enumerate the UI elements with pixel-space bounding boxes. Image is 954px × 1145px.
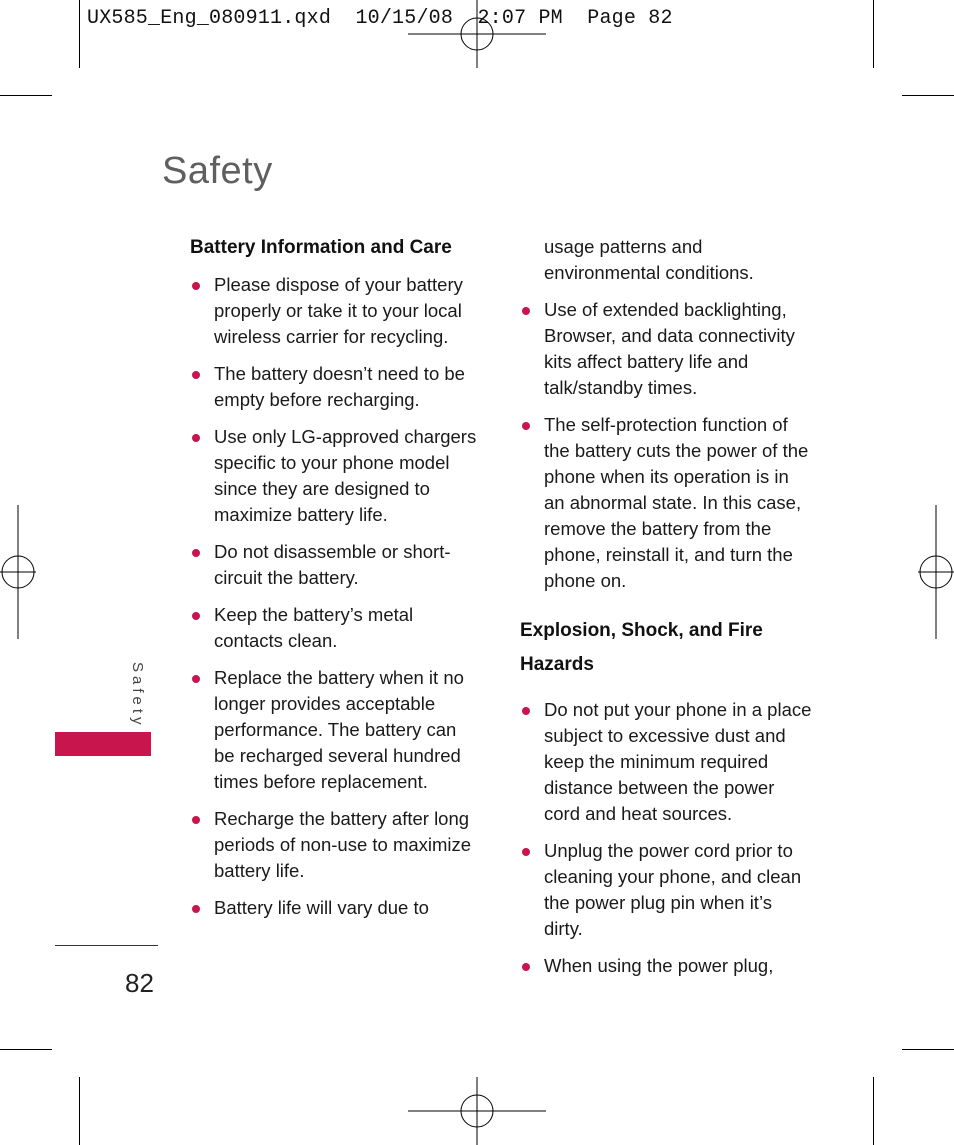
battery-care-list-continued xyxy=(520,297,812,594)
list-item-text: The self-protection function of the battery cuts the power of the phone when its operation is in an abnormal state. In this case, remove the battery from the phone, reinstall it, and turn the phone on. xyxy=(544,414,809,591)
list-item-text: Use of extended backlighting, Browser, and data connectivity kits affect battery life and talk/standby times. xyxy=(544,299,795,398)
list-item-text: The battery doesn’t need to be empty before recharging. xyxy=(214,363,465,410)
bullet-icon xyxy=(192,905,200,913)
print-slug: UX585_Eng_080911.qxd 10/15/08 2:07 PM Page 82 xyxy=(87,7,673,30)
list-item-text: Battery life will vary due to xyxy=(214,897,429,918)
list-item xyxy=(190,602,482,654)
crop-mark xyxy=(902,1049,954,1050)
list-item-text: Replace the battery when it no longer provides acceptable performance. The battery can be recharged several hundred times before replacement. xyxy=(214,667,464,792)
list-item xyxy=(190,272,482,350)
list-item xyxy=(520,953,812,979)
right-column xyxy=(520,234,812,990)
list-item-text: Unplug the power cord prior to cleaning your phone, and clean the power plug pin when it’s dirty. xyxy=(544,840,802,939)
bullet-icon xyxy=(192,282,200,290)
page-number: 82 xyxy=(125,968,154,998)
side-tab-marker xyxy=(55,732,151,756)
left-column xyxy=(190,234,482,932)
section-heading-hazards: Explosion, Shock, and Fire Hazards xyxy=(520,620,763,675)
list-item xyxy=(520,412,812,594)
registration-mark-right xyxy=(918,505,954,639)
battery-care-list xyxy=(190,272,482,921)
crop-mark xyxy=(873,0,874,68)
bullet-icon xyxy=(522,707,530,715)
continued-text: usage patterns and environmental conditions. xyxy=(544,236,754,283)
bullet-icon xyxy=(522,307,530,315)
bullet-icon xyxy=(192,675,200,683)
crop-mark xyxy=(79,1077,80,1145)
list-item xyxy=(190,361,482,413)
list-item-text: Use only LG-approved chargers specific to your phone model since they are designed to maximize battery life. xyxy=(214,426,477,525)
side-tab-label: Safety xyxy=(129,662,146,729)
registration-mark-left xyxy=(0,505,36,639)
list-item xyxy=(190,806,482,884)
list-item-text: Do not put your phone in a place subject to excessive dust and keep the minimum required distance between the power cord and heat sources. xyxy=(544,699,812,824)
bullet-icon xyxy=(192,816,200,824)
footer-divider xyxy=(55,945,158,946)
section-heading-battery: Battery Information and Care xyxy=(190,237,452,258)
bullet-icon xyxy=(522,422,530,430)
bullet-icon xyxy=(522,848,530,856)
list-item-text: Please dispose of your battery properly or take it to your local wireless carrier for recycling. xyxy=(214,274,463,347)
bullet-icon xyxy=(192,434,200,442)
list-item-text: Keep the battery’s metal contacts clean. xyxy=(214,604,414,651)
list-item xyxy=(190,539,482,591)
bullet-icon xyxy=(192,549,200,557)
list-item-text: Do not disassemble or short-circuit the battery. xyxy=(214,541,451,588)
list-item xyxy=(190,895,482,921)
crop-mark xyxy=(79,0,80,68)
crop-mark xyxy=(0,95,52,96)
hazards-list xyxy=(520,697,812,979)
list-item xyxy=(190,665,482,795)
list-item-text: When using the power plug, xyxy=(544,955,774,976)
crop-mark xyxy=(873,1077,874,1145)
list-item xyxy=(190,424,482,528)
registration-mark-top xyxy=(408,0,546,68)
crop-mark xyxy=(902,95,954,96)
list-item xyxy=(520,697,812,827)
bullet-icon xyxy=(192,371,200,379)
crop-mark xyxy=(0,1049,52,1050)
page-title: Safety xyxy=(162,150,273,192)
list-item xyxy=(520,297,812,401)
list-item-text: Recharge the battery after long periods of non-use to maximize battery life. xyxy=(214,808,472,881)
registration-mark-bottom xyxy=(408,1077,546,1145)
list-item xyxy=(520,838,812,942)
bullet-icon xyxy=(522,963,530,971)
bullet-icon xyxy=(192,612,200,620)
